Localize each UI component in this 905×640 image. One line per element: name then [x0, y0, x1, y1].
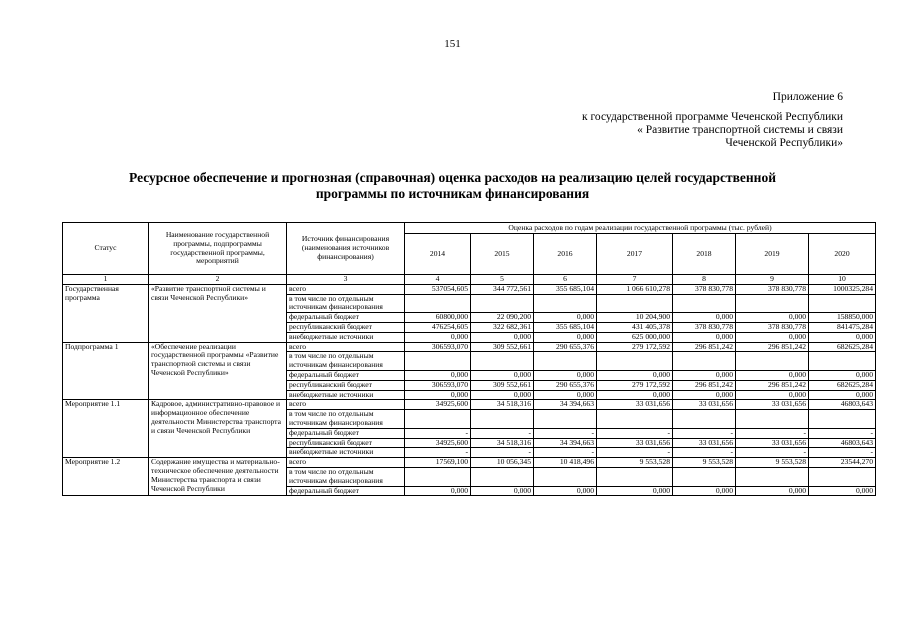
value-cell: 46803,643 — [809, 438, 876, 448]
value-cell: 33 031,656 — [597, 400, 673, 410]
value-cell: 9 553,528 — [597, 458, 673, 468]
value-cell: 0,000 — [673, 370, 736, 380]
column-number: 5 — [471, 275, 534, 285]
value-cell: 34925,600 — [405, 400, 471, 410]
value-cell: 0,000 — [809, 390, 876, 400]
value-cell — [809, 352, 876, 371]
value-cell: 0,000 — [597, 486, 673, 496]
row-source: федеральный бюджет — [287, 428, 405, 438]
row-source: всего — [287, 342, 405, 352]
row-source: в том числе по отдельным источникам финансирования — [287, 467, 405, 486]
value-cell — [405, 294, 471, 313]
row-name: «Развитие транспортной системы и связи Чеченской Республики» — [149, 284, 287, 342]
row-source: федеральный бюджет — [287, 370, 405, 380]
page-number: 151 — [444, 38, 461, 50]
header-year: 2014 — [405, 234, 471, 275]
value-cell: 0,000 — [405, 370, 471, 380]
value-cell: 378 830,778 — [736, 284, 809, 294]
value-cell — [471, 294, 534, 313]
column-number: 8 — [673, 275, 736, 285]
value-cell — [597, 410, 673, 429]
row-source: федеральный бюджет — [287, 486, 405, 496]
value-cell — [736, 352, 809, 371]
appendix-line: к государственной программе Чеченской Республики — [582, 111, 843, 123]
value-cell: 0,000 — [534, 486, 597, 496]
value-cell: 378 830,778 — [673, 322, 736, 332]
value-cell: 9 553,528 — [673, 458, 736, 468]
row-source: республиканский бюджет — [287, 322, 405, 332]
row-name: Кадровое, административно-правовое и информационное обеспечение деятельности Министерства транспорта и связи Чеченской Республики — [149, 400, 287, 458]
value-cell: 0,000 — [736, 332, 809, 342]
value-cell — [534, 352, 597, 371]
value-cell: - — [809, 428, 876, 438]
value-cell — [809, 467, 876, 486]
value-cell: 625 000,000 — [597, 332, 673, 342]
value-cell — [736, 294, 809, 313]
header-year: 2018 — [673, 234, 736, 275]
value-cell: 306593,070 — [405, 380, 471, 390]
value-cell: - — [405, 448, 471, 458]
value-cell: 0,000 — [673, 390, 736, 400]
value-cell: 33 031,656 — [736, 400, 809, 410]
value-cell: 0,000 — [597, 390, 673, 400]
value-cell: 0,000 — [534, 390, 597, 400]
column-number: 4 — [405, 275, 471, 285]
value-cell — [736, 467, 809, 486]
value-cell — [673, 352, 736, 371]
value-cell: 279 172,592 — [597, 342, 673, 352]
value-cell: 0,000 — [673, 486, 736, 496]
value-cell: - — [736, 428, 809, 438]
value-cell: 0,000 — [471, 332, 534, 342]
value-cell: 0,000 — [673, 332, 736, 342]
value-cell — [673, 410, 736, 429]
value-cell: - — [809, 448, 876, 458]
value-cell: 1 066 610,278 — [597, 284, 673, 294]
value-cell: 378 830,778 — [673, 284, 736, 294]
value-cell: 682625,284 — [809, 342, 876, 352]
row-source: внебюджетные источники — [287, 448, 405, 458]
value-cell: 10 418,496 — [534, 458, 597, 468]
value-cell: 33 031,656 — [597, 438, 673, 448]
value-cell: 279 172,592 — [597, 380, 673, 390]
value-cell: 296 851,242 — [736, 380, 809, 390]
value-cell: 33 031,656 — [736, 438, 809, 448]
value-cell: 0,000 — [809, 486, 876, 496]
row-source: всего — [287, 284, 405, 294]
value-cell: 9 553,528 — [736, 458, 809, 468]
value-cell: 0,000 — [471, 370, 534, 380]
value-cell: 158850,000 — [809, 313, 876, 323]
value-cell: - — [405, 428, 471, 438]
value-cell: 296 851,242 — [736, 342, 809, 352]
appendix-block — [582, 91, 843, 150]
value-cell: 34 394,663 — [534, 438, 597, 448]
value-cell — [471, 410, 534, 429]
value-cell: 0,000 — [405, 486, 471, 496]
value-cell: 296 851,242 — [673, 342, 736, 352]
value-cell: 378 830,778 — [736, 322, 809, 332]
value-cell: 10 056,345 — [471, 458, 534, 468]
value-cell: 23544,270 — [809, 458, 876, 468]
row-status: Подпрограмма 1 — [63, 342, 149, 400]
value-cell — [597, 467, 673, 486]
row-source: республиканский бюджет — [287, 438, 405, 448]
value-cell: 17569,100 — [405, 458, 471, 468]
header-year: 2016 — [534, 234, 597, 275]
column-number: 7 — [597, 275, 673, 285]
value-cell: 0,000 — [809, 332, 876, 342]
header-year: 2017 — [597, 234, 673, 275]
value-cell — [471, 467, 534, 486]
value-cell: 306593,070 — [405, 342, 471, 352]
value-cell: 0,000 — [809, 370, 876, 380]
value-cell: 0,000 — [405, 332, 471, 342]
value-cell: 0,000 — [405, 390, 471, 400]
value-cell: 0,000 — [471, 486, 534, 496]
table-row — [63, 400, 876, 410]
value-cell: 0,000 — [597, 370, 673, 380]
value-cell: 355 685,104 — [534, 322, 597, 332]
row-status: Мероприятие 1.1 — [63, 400, 149, 458]
appendix-label: Приложение 6 — [772, 91, 843, 103]
row-source: федеральный бюджет — [287, 313, 405, 323]
value-cell: 0,000 — [534, 313, 597, 323]
row-source: внебюджетные источники — [287, 332, 405, 342]
value-cell: - — [673, 428, 736, 438]
value-cell: 60800,000 — [405, 313, 471, 323]
value-cell: 1000325,284 — [809, 284, 876, 294]
value-cell: 309 552,661 — [471, 380, 534, 390]
value-cell: 0,000 — [736, 486, 809, 496]
row-name: Содержание имущества и материально-техническое обеспечение деятельности Министерства транспорта и связи Чеченской Республики — [149, 458, 287, 496]
row-name: «Обеспечение реализации государственной программы «Развитие транспортной системы и связи Чеченской Республики» — [149, 342, 287, 400]
column-number: 1 — [63, 275, 149, 285]
value-cell — [736, 410, 809, 429]
row-source: республиканский бюджет — [287, 380, 405, 390]
header-year: 2019 — [736, 234, 809, 275]
value-cell: - — [471, 448, 534, 458]
value-cell — [534, 467, 597, 486]
header-status: Статус — [63, 223, 149, 275]
value-cell: - — [534, 428, 597, 438]
column-number: 9 — [736, 275, 809, 285]
value-cell: 33 031,656 — [673, 400, 736, 410]
value-cell: 355 685,104 — [534, 284, 597, 294]
row-source: в том числе по отдельным источникам финансирования — [287, 410, 405, 429]
value-cell: 296 851,242 — [673, 380, 736, 390]
value-cell: - — [597, 448, 673, 458]
value-cell: - — [534, 448, 597, 458]
table-row — [63, 458, 876, 468]
value-cell: 841475,284 — [809, 322, 876, 332]
row-source: в том числе по отдельным источникам финансирования — [287, 352, 405, 371]
header-estimate: Оценка расходов по годам реализации государственной программы (тыс. рублей) — [405, 223, 876, 234]
value-cell: 537054,605 — [405, 284, 471, 294]
value-cell: - — [736, 448, 809, 458]
value-cell: 682625,284 — [809, 380, 876, 390]
header-year: 2020 — [809, 234, 876, 275]
header-source: Источник финансирования (наименования источников финансирования) — [287, 223, 405, 275]
value-cell: 431 405,378 — [597, 322, 673, 332]
value-cell — [809, 410, 876, 429]
table-row — [63, 284, 876, 294]
value-cell: 0,000 — [673, 313, 736, 323]
row-source: в том числе по отдельным источникам финансирования — [287, 294, 405, 313]
value-cell: 0,000 — [736, 313, 809, 323]
value-cell: 290 655,376 — [534, 380, 597, 390]
value-cell — [534, 294, 597, 313]
value-cell — [597, 352, 673, 371]
column-number: 2 — [149, 275, 287, 285]
row-status: Государственная программа — [63, 284, 149, 342]
value-cell — [673, 294, 736, 313]
value-cell: 0,000 — [534, 332, 597, 342]
value-cell: 0,000 — [534, 370, 597, 380]
value-cell — [809, 294, 876, 313]
value-cell: 476254,605 — [405, 322, 471, 332]
column-number: 10 — [809, 275, 876, 285]
value-cell — [405, 352, 471, 371]
value-cell: 34 518,316 — [471, 400, 534, 410]
row-source: внебюджетные источники — [287, 390, 405, 400]
value-cell — [405, 467, 471, 486]
value-cell: - — [471, 428, 534, 438]
value-cell — [534, 410, 597, 429]
header-name: Наименование государственной программы, подпрограммы государственной программы, мероприятий — [149, 223, 287, 275]
value-cell — [471, 352, 534, 371]
value-cell: 10 204,900 — [597, 313, 673, 323]
value-cell: 0,000 — [471, 390, 534, 400]
value-cell: 33 031,656 — [673, 438, 736, 448]
resource-table — [62, 222, 876, 496]
document-title — [70, 170, 835, 202]
appendix-line: Чеченской Республики» — [725, 137, 843, 149]
value-cell — [597, 294, 673, 313]
row-status: Мероприятие 1.2 — [63, 458, 149, 496]
table-row — [63, 342, 876, 352]
column-number: 3 — [287, 275, 405, 285]
value-cell: 322 682,361 — [471, 322, 534, 332]
appendix-line: « Развитие транспортной системы и связи — [637, 124, 843, 136]
value-cell: 22 090,200 — [471, 313, 534, 323]
value-cell — [673, 467, 736, 486]
value-cell: 34 394,663 — [534, 400, 597, 410]
document-title-line: программы по источникам финансирования — [315, 186, 590, 201]
row-source: всего — [287, 458, 405, 468]
value-cell: 290 655,376 — [534, 342, 597, 352]
value-cell: 344 772,561 — [471, 284, 534, 294]
value-cell — [405, 410, 471, 429]
value-cell: 0,000 — [736, 370, 809, 380]
value-cell: - — [597, 428, 673, 438]
document-title-line: Ресурсное обеспечение и прогнозная (справочная) оценка расходов на реализацию целей государственной — [129, 170, 776, 185]
value-cell: 34 518,316 — [471, 438, 534, 448]
value-cell: 0,000 — [736, 390, 809, 400]
row-source: всего — [287, 400, 405, 410]
value-cell: 34925,600 — [405, 438, 471, 448]
header-year: 2015 — [471, 234, 534, 275]
value-cell: 46803,643 — [809, 400, 876, 410]
column-number: 6 — [534, 275, 597, 285]
value-cell: - — [673, 448, 736, 458]
value-cell: 309 552,661 — [471, 342, 534, 352]
